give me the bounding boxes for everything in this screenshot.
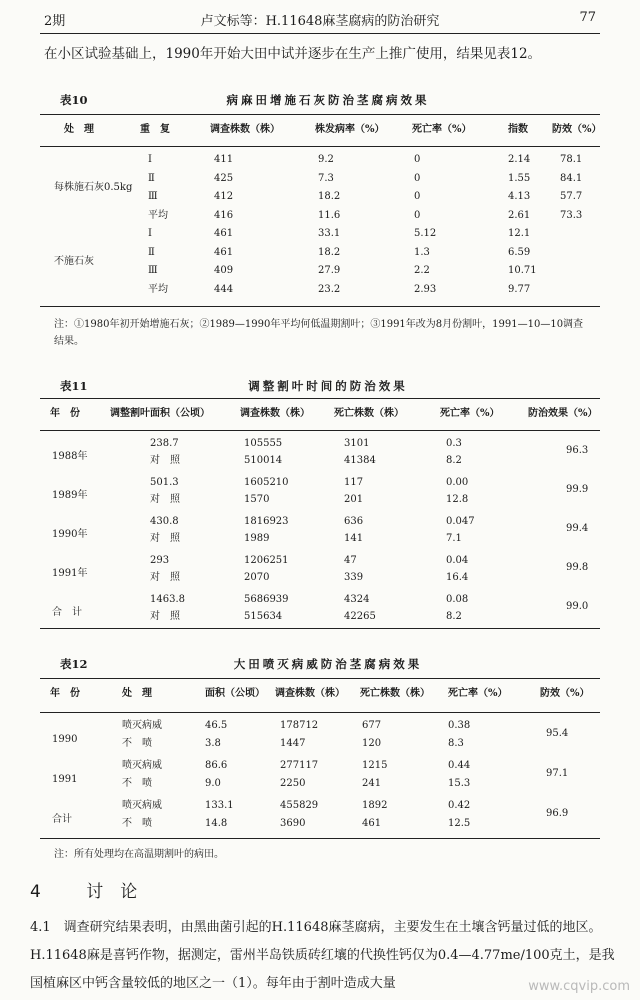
table10-cell: 461	[214, 246, 234, 258]
table11-cell: 293	[150, 555, 170, 566]
table12-year-label: 合计	[52, 813, 72, 825]
table11-cell: 41384	[344, 455, 376, 466]
table10-cell: 73.3	[560, 209, 583, 221]
table11-number: 表11	[60, 379, 88, 393]
table11-cell: 501.3	[150, 477, 179, 488]
table11-cell: 42265	[344, 611, 376, 622]
section-number: 4	[30, 882, 41, 902]
table10-cell: 1.3	[414, 246, 430, 258]
table11-effect-cell: 96.3	[566, 444, 589, 456]
table11-cell: 对 照	[150, 494, 180, 505]
table10-cell: 27.9	[318, 265, 341, 276]
table10-top-rule	[40, 114, 600, 115]
table12-effect-cell: 96.9	[546, 808, 569, 820]
table10-cell: Ⅰ	[148, 228, 152, 239]
table11-cell: 4324	[344, 594, 370, 605]
table12-cell: 不 喷	[122, 778, 152, 789]
table11-cell: 510014	[244, 455, 283, 466]
table11-title: 调整割叶时间的防治效果	[248, 379, 408, 393]
table11-cell: 0.04	[446, 555, 469, 566]
table11-cell: 636	[344, 516, 364, 527]
watermark: www.cqvip.com	[528, 979, 630, 994]
table11-cell: 1463.8	[150, 594, 185, 605]
table11-cell: 0.3	[446, 438, 462, 449]
table12-cell: 677	[362, 720, 382, 731]
table10-header-incidence: 株发病率（%）	[315, 124, 385, 135]
page-number: 77	[579, 10, 596, 25]
table10-bottom-rule	[40, 306, 600, 307]
table11-header-mortality: 死亡率（%）	[440, 408, 500, 419]
table12-cell: 277117	[280, 760, 319, 771]
table11-header-count: 调查株数（株）	[240, 408, 310, 419]
table12-header-year: 年 份	[50, 688, 80, 699]
table12-year-label: 1990	[52, 733, 78, 745]
table12-cell: 15.3	[448, 778, 471, 789]
table10-caption	[60, 92, 596, 110]
table12-cell: 120	[362, 738, 382, 749]
table11-cell: 515634	[244, 611, 283, 622]
section-title: 讨 论	[86, 882, 138, 902]
table11-header-dead: 死亡株数（株）	[334, 408, 404, 419]
table10-cell: 416	[214, 209, 234, 221]
table11-cell: 8.2	[446, 455, 462, 466]
table10-cell: 2.14	[508, 154, 531, 165]
table11-cell: 1570	[244, 494, 270, 505]
running-title: 卢文标等：H.11648麻茎腐病的防治研究	[200, 14, 440, 29]
table12-effect-cell: 95.4	[546, 728, 569, 740]
table10-cell: Ⅱ	[148, 172, 155, 184]
table11-cell: 对 照	[150, 611, 180, 622]
table12-cell: 不 喷	[122, 738, 152, 749]
table10-cell: 9.77	[508, 283, 531, 295]
table11-cell: 7.1	[446, 533, 462, 544]
table11-cell: 0.08	[446, 594, 469, 605]
table10-cell: 411	[214, 154, 234, 165]
table10-cell: 0	[414, 191, 421, 202]
table12-header-count: 调查株数（株）	[275, 688, 345, 699]
table11-year-label: 合 计	[52, 606, 82, 618]
table11-cell: 1989	[244, 533, 270, 544]
table11-effect-cell: 99.8	[566, 561, 589, 573]
table12-cell: 不 喷	[122, 818, 152, 829]
table10-title: 病麻田增施石灰防治茎腐病效果	[226, 93, 430, 107]
table10-cell: Ⅰ	[148, 154, 152, 165]
table10-cell: 7.3	[318, 172, 334, 184]
table10-cell: 461	[214, 228, 234, 239]
table12-cell: 133.1	[205, 800, 234, 811]
table11-year-label: 1988年	[52, 450, 88, 462]
table10-treatment-label: 不施石灰	[54, 255, 94, 267]
table11-cell: 339	[344, 572, 364, 583]
table11-cell: 8.2	[446, 611, 462, 622]
table11-cell: 1816923	[244, 516, 289, 527]
table11-cell: 2070	[244, 572, 270, 583]
section-heading	[30, 877, 137, 902]
table11-cell: 12.8	[446, 494, 469, 505]
table10-cell: 0	[414, 172, 421, 184]
table10-cell: 0	[414, 209, 421, 221]
table10-cell: Ⅱ	[148, 246, 155, 258]
table11-cell: 141	[344, 533, 364, 544]
table11-caption	[60, 378, 596, 396]
issue-label: 2期	[44, 14, 66, 29]
table10-cell: 23.2	[318, 283, 341, 295]
table10-cell: 444	[214, 283, 234, 295]
table11-cell: 1206251	[244, 555, 289, 566]
table10-cell: 平均	[148, 209, 168, 221]
table12-cell: 8.3	[448, 738, 464, 749]
table11-effect-cell: 99.0	[566, 600, 589, 612]
table12-cell: 3.8	[205, 738, 221, 749]
table10-cell: 18.2	[318, 191, 341, 202]
table12-year-label: 1991	[52, 773, 78, 785]
table10-number: 表10	[60, 93, 88, 107]
table11-cell: 对 照	[150, 455, 180, 466]
table11-effect-cell: 99.9	[566, 483, 589, 495]
table10-cell: 0	[414, 154, 421, 165]
table10-cell: 12.1	[508, 228, 531, 239]
table10-cell: 33.1	[318, 228, 341, 239]
table10-header-replicate: 重 复	[140, 124, 170, 135]
table10-note: 注：①1980年初开始增施石灰；②1989—1990年平均何低温期割叶；③1991年改为8月份割叶，1991—10—10调查结果。	[54, 319, 584, 347]
table12-cell: 3690	[280, 818, 306, 829]
table12-effect-cell: 97.1	[546, 768, 569, 780]
table11-header-year: 年 份	[50, 408, 80, 419]
table10-cell: Ⅲ	[148, 265, 158, 276]
table10-header-index: 指数	[508, 124, 528, 135]
table12-cell: 0.42	[448, 800, 471, 811]
table12-header-rule	[40, 712, 600, 713]
table11-cell: 3101	[344, 438, 370, 449]
table10-cell: 10.71	[508, 265, 537, 276]
table11-cell: 0.00	[446, 477, 469, 488]
intro-paragraph: 在小区试验基础上，1990年开始大田中试并逐步在生产上推广使用，结果见表12。	[44, 46, 542, 62]
discussion-paragraph: 4.1 调查研究结果表明，由黑曲菌引起的H.11648麻茎腐病，主要发生在土壤含钙量过低的地区。H.11648麻是喜钙作物，据测定，雷州半岛铁质砖红壤的代换性钙仅为0.4—4.77me/100克土，是我国植麻区中钙含量较低的地区之一（1）。每年由于割叶造成大量	[30, 920, 615, 991]
table12-header-dead: 死亡株数（株）	[360, 688, 430, 699]
table10-cell: 425	[214, 172, 234, 184]
table11-cell: 16.4	[446, 572, 469, 583]
table12-note: 注：所有处理均在高温期割叶的病田。	[54, 849, 224, 860]
table10-header-rule	[40, 146, 600, 147]
table11-effect-cell: 99.4	[566, 522, 589, 534]
table10-cell: 78.1	[560, 154, 583, 165]
table10-cell: 9.2	[318, 154, 334, 165]
table12-cell: 0.44	[448, 760, 471, 771]
table12-cell: 9.0	[205, 778, 221, 789]
table10-header-mortality: 死亡率（%）	[412, 124, 472, 135]
table10-cell: 84.1	[560, 172, 583, 184]
table12-cell: 0.38	[448, 720, 471, 731]
table11-cell: 0.047	[446, 516, 475, 527]
table12-cell: 241	[362, 778, 382, 789]
table10-treatment-label: 每株施石灰0.5kg	[54, 181, 133, 193]
table12-caption	[60, 656, 596, 674]
table11-header-area: 调整割叶面积（公顷）	[110, 408, 210, 419]
table11-cell: 238.7	[150, 438, 179, 449]
table12-cell: 14.8	[205, 818, 228, 829]
table11-top-rule	[40, 398, 600, 399]
table12-title: 大田喷灭病威防治茎腐病效果	[233, 657, 423, 671]
table12-cell: 喷灭病威	[122, 720, 162, 731]
table12-cell: 1892	[362, 800, 388, 811]
table11-cell: 105555	[244, 438, 283, 449]
table12-bottom-rule	[40, 838, 600, 839]
table10-cell: 4.13	[508, 191, 531, 202]
table10-cell: 5.12	[414, 228, 437, 239]
table12-cell: 喷灭病威	[122, 800, 162, 811]
table12-header-efficacy: 防效（%）	[540, 688, 590, 699]
table10-cell: 409	[214, 265, 234, 276]
table12-cell: 12.5	[448, 818, 471, 829]
table12-cell: 461	[362, 818, 382, 829]
table11-year-label: 1991年	[52, 567, 88, 579]
table10-cell: Ⅲ	[148, 191, 158, 202]
table12-cell: 1447	[280, 738, 306, 749]
table11-cell: 对 照	[150, 572, 180, 583]
table11-header-rule	[40, 430, 600, 431]
table11-bottom-rule	[40, 628, 600, 629]
table11-cell: 201	[344, 494, 364, 505]
table10-cell: 2.93	[414, 283, 437, 295]
table11-cell: 117	[344, 477, 364, 488]
table11-cell: 1605210	[244, 477, 289, 488]
table12-header-mortality: 死亡率（%）	[448, 688, 508, 699]
table12-cell: 喷灭病威	[122, 760, 162, 771]
table12-cell: 178712	[280, 720, 319, 731]
table11-cell: 47	[344, 555, 357, 566]
table12-cell: 2250	[280, 778, 306, 789]
table11-header-effect: 防治效果（%）	[528, 408, 598, 419]
table10-cell: 412	[214, 191, 234, 202]
table10-cell: 2.2	[414, 265, 430, 276]
table10-cell: 11.6	[318, 209, 341, 221]
table12-cell: 1215	[362, 760, 388, 771]
table11-year-label: 1990年	[52, 528, 88, 540]
table12-cell: 46.5	[205, 720, 228, 731]
table12-cell: 455829	[280, 800, 319, 811]
table12-cell: 86.6	[205, 760, 228, 771]
table10-header-efficacy: 防效（%）	[552, 124, 602, 135]
table12-top-rule	[40, 678, 600, 679]
table11-cell: 对 照	[150, 533, 180, 544]
table12-header-treatment: 处 理	[122, 688, 152, 699]
table11-cell: 430.8	[150, 516, 179, 527]
table10-cell: 18.2	[318, 246, 341, 258]
table12-number: 表12	[60, 657, 88, 671]
table10-cell: 2.61	[508, 209, 531, 221]
table12-header-area: 面积（公顷）	[205, 688, 265, 699]
table10-cell: 1.55	[508, 172, 531, 184]
table10-header-treatment: 处 理	[64, 124, 94, 135]
table11-cell: 5686939	[244, 594, 289, 605]
header-rule	[40, 33, 600, 34]
table10-header-count: 调查株数（株）	[210, 124, 280, 135]
table10-cell: 6.59	[508, 246, 531, 258]
table10-cell: 平均	[148, 283, 168, 295]
table10-cell: 57.7	[560, 191, 583, 202]
running-header	[44, 8, 596, 30]
table11-year-label: 1989年	[52, 489, 88, 501]
